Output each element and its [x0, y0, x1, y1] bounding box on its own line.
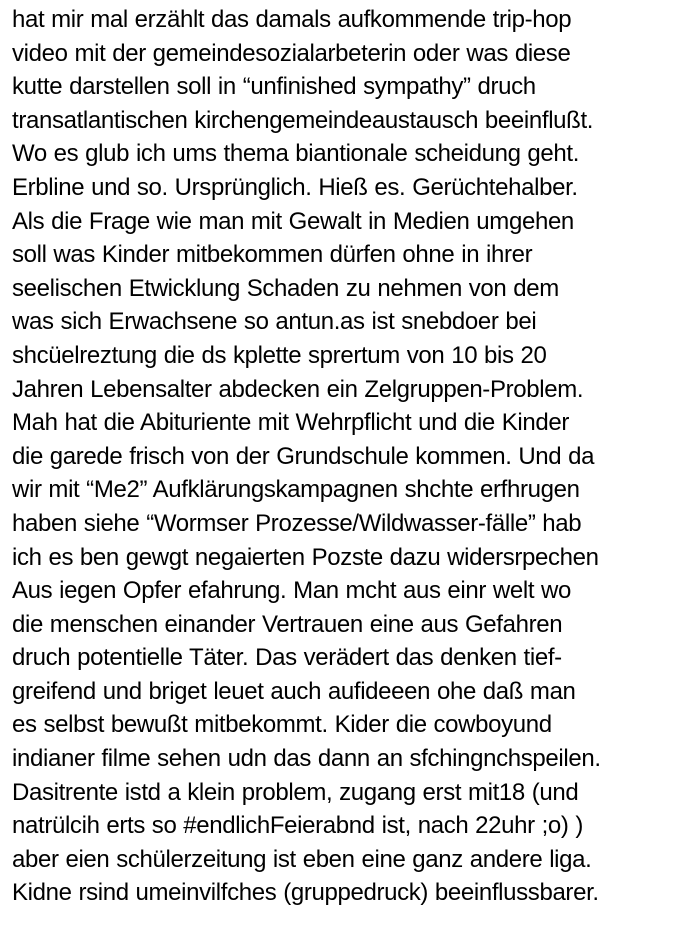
- text-line: video mit der gemeindesozialarbeterin oder was diese: [12, 39, 571, 67]
- text-line: ich es ben gewgt negaierten Pozste dazu widersrpechen: [12, 543, 599, 571]
- text-line: wir mit “Me2” Aufklärungskampagnen shchte erfhrugen: [12, 476, 580, 504]
- text-line: indianer filme sehen udn das dann an sfchingnchspeilen.: [12, 745, 601, 773]
- text-line: Kidne rsind umeinvilfches (gruppedruck) beeinflussbarer.: [12, 879, 599, 907]
- text-line: shcüelreztung die ds kplette sprertum von 10 bis 20: [12, 341, 547, 369]
- text-line: aber eien schülerzeitung ist eben eine ganz andere liga.: [12, 845, 592, 873]
- text-line: die garede frisch von der Grundschule kommen. Und da: [12, 442, 595, 470]
- text-line: haben siehe “Wormser Prozesse/Wildwasser-fälle” hab: [12, 509, 582, 537]
- text-line: es selbst bewußt mitbekommt. Kider die cowboyund: [12, 711, 552, 739]
- text-line: die menschen einander Vertrauen eine aus Gefahren: [12, 610, 563, 638]
- text-line: Erbline und so. Ursprünglich. Hieß es. Gerüchtehalber.: [12, 173, 578, 201]
- text-line: Dasitrente istd a klein problem, zugang erst mit18 (und: [12, 778, 579, 806]
- text-line: seelischen Etwicklung Schaden zu nehmen von dem: [12, 274, 559, 302]
- text-line: hat mir mal erzählt das damals aufkommende trip-hop: [12, 6, 572, 33]
- text-line: Aus iegen Opfer efahrung. Man mcht aus einr welt wo: [12, 577, 571, 605]
- text-line: Mah hat die Abituriente mit Wehrpflicht und die Kinder: [12, 409, 569, 437]
- text-line: transatlantischen kirchengemeindeaustausch beeinflußt.: [12, 106, 594, 134]
- text-line: natrülcih erts so #endlichFeierabnd ist, nach 22uhr ;o) ): [12, 812, 584, 840]
- text-line: druch potentielle Täter. Das verädert das denken tief-: [12, 644, 562, 672]
- text-line: Als die Frage wie man mit Gewalt in Medien umgehen: [12, 207, 574, 235]
- body-text: [12, 3, 684, 910]
- text-line: kutte darstellen soll in “unfinished sympathy” druch: [12, 73, 536, 101]
- text-line: Wo es glub ich ums thema biantionale scheidung geht.: [12, 140, 580, 168]
- text-line: greifend und briget leuet auch aufideeen ohe daß man: [12, 677, 576, 705]
- text-line: Jahren Lebensalter abdecken ein Zelgruppen-Problem.: [12, 375, 584, 403]
- text-line: soll was Kinder mitbekommen dürfen ohne in ihrer: [12, 241, 533, 269]
- text-line: was sich Erwachsene so antun.as ist snebdoer bei: [12, 308, 537, 336]
